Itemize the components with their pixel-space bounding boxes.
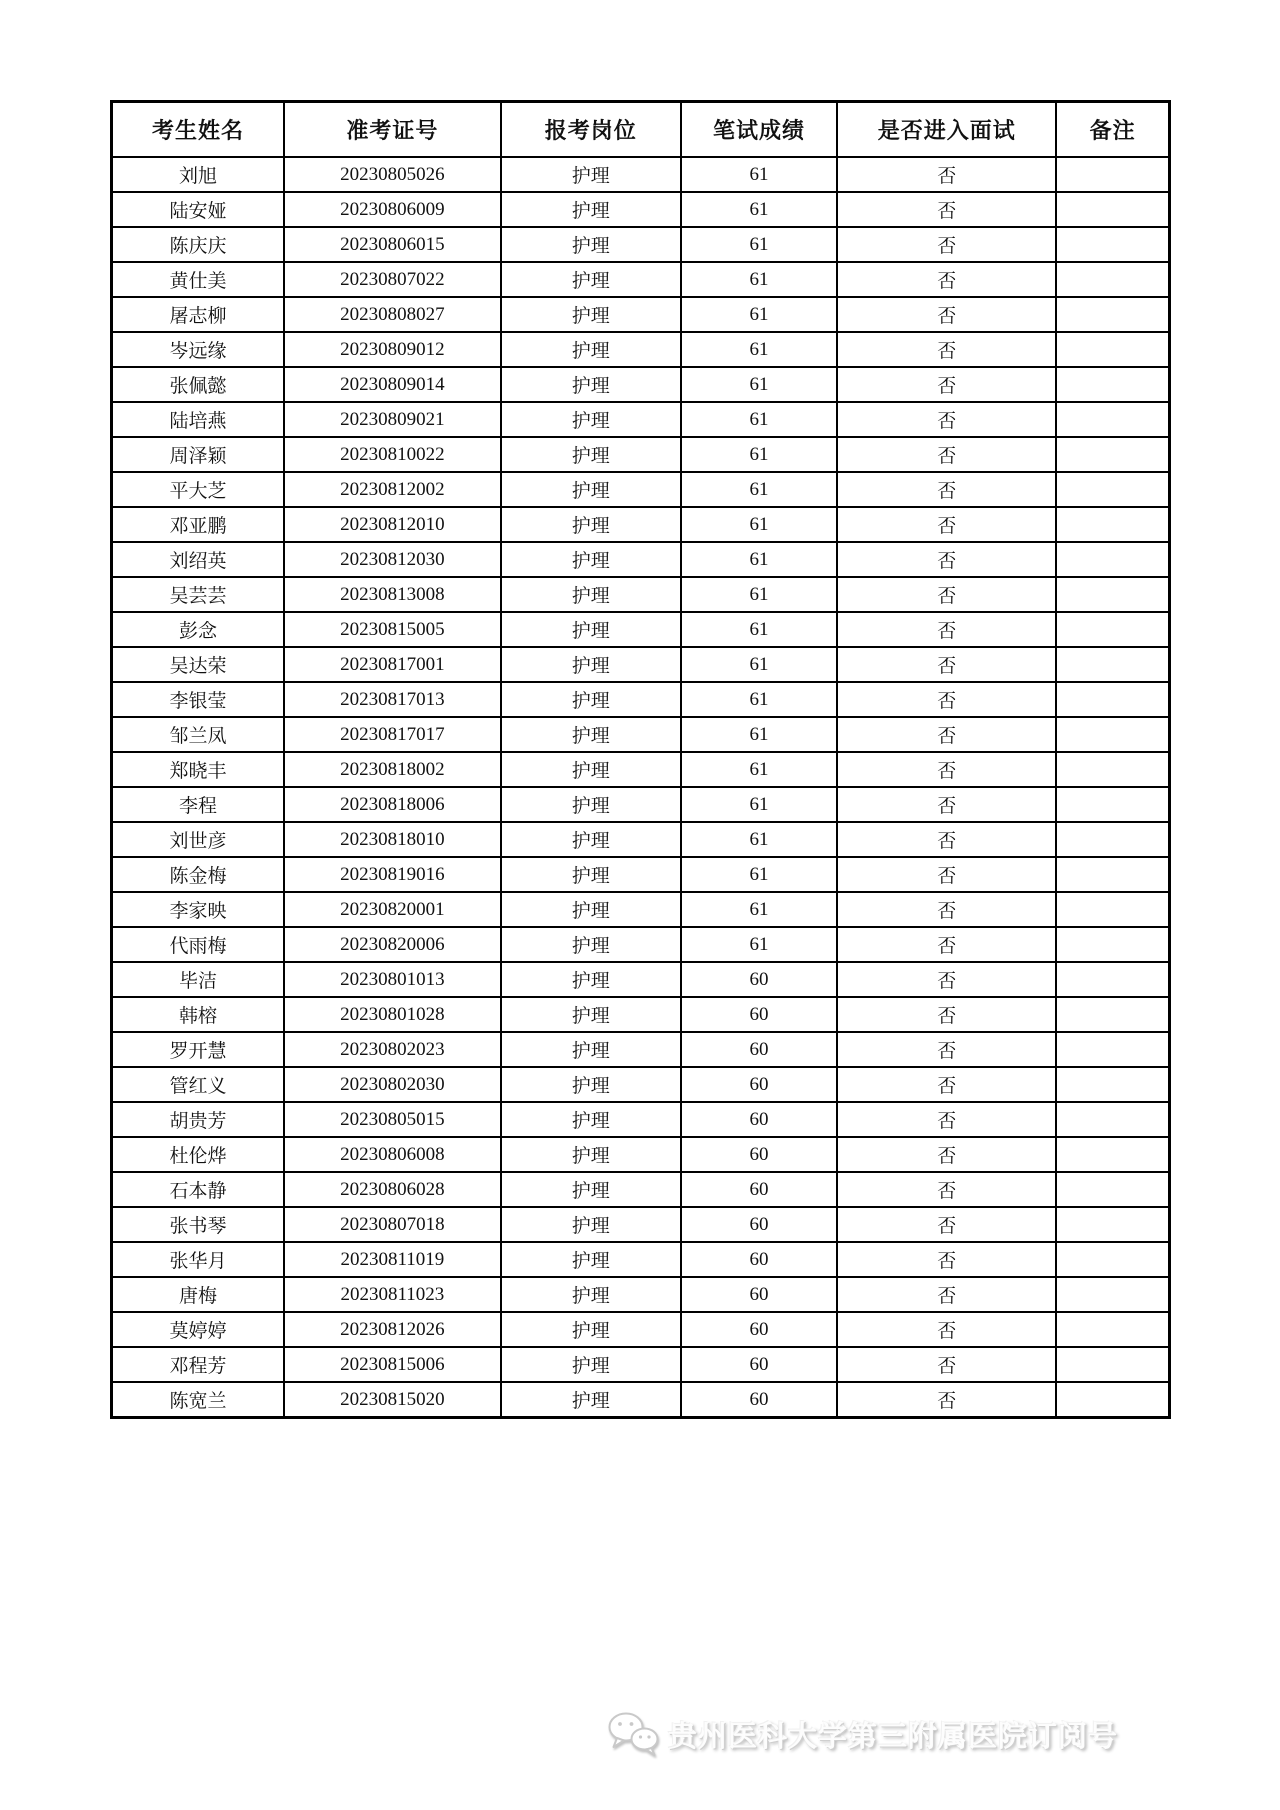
table-cell: 否: [837, 787, 1056, 822]
table-cell: [1056, 1242, 1169, 1277]
table-cell: 61: [681, 752, 838, 787]
table-cell: [1056, 682, 1169, 717]
table-cell: 吴达荣: [112, 647, 284, 682]
table-cell: 20230820006: [284, 927, 501, 962]
table-cell: 61: [681, 297, 838, 332]
table-cell: 20230818002: [284, 752, 501, 787]
table-cell: 李银莹: [112, 682, 284, 717]
table-cell: 60: [681, 1277, 838, 1312]
table-cell: 60: [681, 1172, 838, 1207]
table-cell: 否: [837, 1067, 1056, 1102]
table-cell: 否: [837, 962, 1056, 997]
table-cell: 护理: [501, 402, 681, 437]
table-cell: 护理: [501, 332, 681, 367]
table-cell: 20230817017: [284, 717, 501, 752]
table-cell: 否: [837, 1347, 1056, 1382]
table-cell: 彭念: [112, 612, 284, 647]
table-cell: 邹兰凤: [112, 717, 284, 752]
table-cell: 61: [681, 507, 838, 542]
table-cell: [1056, 192, 1169, 227]
table-cell: 护理: [501, 857, 681, 892]
table-cell: 否: [837, 1172, 1056, 1207]
table-cell: 20230812010: [284, 507, 501, 542]
table-cell: 否: [837, 1312, 1056, 1347]
table-row: [112, 857, 1170, 892]
table-cell: 否: [837, 542, 1056, 577]
table-cell: 否: [837, 997, 1056, 1032]
table-cell: 20230815020: [284, 1382, 501, 1418]
table-cell: 陆安娅: [112, 192, 284, 227]
table-cell: 护理: [501, 1277, 681, 1312]
table-cell: [1056, 787, 1169, 822]
table-cell: 60: [681, 1102, 838, 1137]
table-cell: 否: [837, 402, 1056, 437]
table-cell: 护理: [501, 507, 681, 542]
table-row: [112, 1277, 1170, 1312]
table-cell: 护理: [501, 1067, 681, 1102]
table-cell: 61: [681, 157, 838, 192]
table-row: [112, 507, 1170, 542]
table-cell: 20230807018: [284, 1207, 501, 1242]
table-row: [112, 1382, 1170, 1418]
table-cell: 否: [837, 822, 1056, 857]
table-row: [112, 1137, 1170, 1172]
table-cell: 60: [681, 1242, 838, 1277]
table-row: [112, 892, 1170, 927]
table-cell: 唐梅: [112, 1277, 284, 1312]
table-row: [112, 437, 1170, 472]
table-cell: 刘旭: [112, 157, 284, 192]
table-cell: 石本静: [112, 1172, 284, 1207]
table-cell: 否: [837, 647, 1056, 682]
table-cell: 否: [837, 717, 1056, 752]
table-cell: 否: [837, 612, 1056, 647]
table-cell: 61: [681, 892, 838, 927]
table-cell: [1056, 717, 1169, 752]
column-header-2: 报考岗位: [501, 102, 681, 158]
table-cell: [1056, 612, 1169, 647]
table-cell: 胡贵芳: [112, 1102, 284, 1137]
table-cell: 否: [837, 472, 1056, 507]
table-cell: 60: [681, 1067, 838, 1102]
column-header-3: 笔试成绩: [681, 102, 838, 158]
table-cell: 护理: [501, 682, 681, 717]
table-cell: 否: [837, 1277, 1056, 1312]
table-cell: 61: [681, 192, 838, 227]
table-cell: 60: [681, 1207, 838, 1242]
table-cell: 陈宽兰: [112, 1382, 284, 1418]
table-cell: 61: [681, 822, 838, 857]
table-cell: [1056, 647, 1169, 682]
table-cell: 20230818006: [284, 787, 501, 822]
table-row: [112, 1067, 1170, 1102]
table-cell: 60: [681, 1312, 838, 1347]
table-cell: 61: [681, 542, 838, 577]
table-cell: 20230819016: [284, 857, 501, 892]
table-cell: 否: [837, 1137, 1056, 1172]
table-cell: 61: [681, 472, 838, 507]
table-cell: 20230820001: [284, 892, 501, 927]
table-cell: 20230809014: [284, 367, 501, 402]
table-header-row: [112, 102, 1170, 158]
table-cell: 护理: [501, 1382, 681, 1418]
table-cell: 护理: [501, 1032, 681, 1067]
table-cell: 20230805026: [284, 157, 501, 192]
table-row: [112, 1207, 1170, 1242]
table-cell: 否: [837, 297, 1056, 332]
table-cell: 刘世彦: [112, 822, 284, 857]
table-cell: 否: [837, 332, 1056, 367]
table-cell: 否: [837, 437, 1056, 472]
table-cell: 61: [681, 927, 838, 962]
table-cell: 20230809021: [284, 402, 501, 437]
table-cell: 否: [837, 577, 1056, 612]
table-cell: 60: [681, 1137, 838, 1172]
table-cell: 20230817001: [284, 647, 501, 682]
table-cell: 否: [837, 1207, 1056, 1242]
account-watermark: [606, 1704, 1118, 1764]
table-cell: [1056, 1032, 1169, 1067]
table-cell: 61: [681, 332, 838, 367]
table-cell: 罗开慧: [112, 1032, 284, 1067]
table-cell: [1056, 1137, 1169, 1172]
table-row: [112, 612, 1170, 647]
table-row: [112, 367, 1170, 402]
table-cell: 屠志柳: [112, 297, 284, 332]
table-cell: 61: [681, 682, 838, 717]
table-cell: 20230801013: [284, 962, 501, 997]
table-cell: 否: [837, 1032, 1056, 1067]
table-cell: 护理: [501, 367, 681, 402]
table-cell: 61: [681, 437, 838, 472]
table-cell: 护理: [501, 1137, 681, 1172]
table-cell: 20230802030: [284, 1067, 501, 1102]
table-row: [112, 647, 1170, 682]
table-cell: 护理: [501, 892, 681, 927]
table-cell: 管红义: [112, 1067, 284, 1102]
table-cell: 20230811023: [284, 1277, 501, 1312]
table-cell: [1056, 367, 1169, 402]
table-row: [112, 262, 1170, 297]
table-cell: 护理: [501, 787, 681, 822]
table-cell: [1056, 752, 1169, 787]
table-row: [112, 1032, 1170, 1067]
table-cell: 61: [681, 717, 838, 752]
table-cell: 否: [837, 227, 1056, 262]
table-row: [112, 1172, 1170, 1207]
table-row: [112, 1347, 1170, 1382]
table-cell: 否: [837, 927, 1056, 962]
table-cell: 20230812026: [284, 1312, 501, 1347]
column-header-5: 备注: [1056, 102, 1169, 158]
table-row: [112, 1242, 1170, 1277]
table-row: [112, 787, 1170, 822]
table-cell: 莫婷婷: [112, 1312, 284, 1347]
table-cell: 60: [681, 1382, 838, 1418]
table-cell: 61: [681, 367, 838, 402]
table-cell: 61: [681, 227, 838, 262]
table-cell: 平大芝: [112, 472, 284, 507]
table-cell: 否: [837, 157, 1056, 192]
table-cell: 护理: [501, 1102, 681, 1137]
table-cell: 20230808027: [284, 297, 501, 332]
table-cell: [1056, 892, 1169, 927]
table-cell: 陆培燕: [112, 402, 284, 437]
table-cell: [1056, 472, 1169, 507]
table-cell: 60: [681, 1032, 838, 1067]
table-cell: 20230801028: [284, 997, 501, 1032]
table-cell: [1056, 297, 1169, 332]
table-cell: 护理: [501, 927, 681, 962]
table-cell: 否: [837, 752, 1056, 787]
table-row: [112, 542, 1170, 577]
table-row: [112, 472, 1170, 507]
table-cell: 护理: [501, 472, 681, 507]
table-cell: 张佩懿: [112, 367, 284, 402]
table-cell: 否: [837, 1102, 1056, 1137]
table-cell: [1056, 1382, 1169, 1418]
table-cell: 韩榕: [112, 997, 284, 1032]
table-cell: [1056, 1312, 1169, 1347]
table-cell: 否: [837, 1242, 1056, 1277]
table-cell: 20230810022: [284, 437, 501, 472]
table-cell: 护理: [501, 1347, 681, 1382]
table-cell: [1056, 157, 1169, 192]
table-cell: 陈庆庆: [112, 227, 284, 262]
table-cell: 20230817013: [284, 682, 501, 717]
table-row: [112, 577, 1170, 612]
column-header-0: 考生姓名: [112, 102, 284, 158]
table-cell: 否: [837, 507, 1056, 542]
column-header-4: 是否进入面试: [837, 102, 1056, 158]
table-cell: [1056, 332, 1169, 367]
table-cell: 20230815006: [284, 1347, 501, 1382]
table-cell: 护理: [501, 297, 681, 332]
table-cell: 20230812002: [284, 472, 501, 507]
table-cell: 护理: [501, 612, 681, 647]
table-cell: 护理: [501, 1172, 681, 1207]
table-cell: 否: [837, 1382, 1056, 1418]
table-cell: 否: [837, 682, 1056, 717]
table-cell: [1056, 962, 1169, 997]
table-cell: 20230807022: [284, 262, 501, 297]
table-row: [112, 227, 1170, 262]
table-cell: 杜伦烨: [112, 1137, 284, 1172]
table-cell: [1056, 262, 1169, 297]
table-cell: 护理: [501, 752, 681, 787]
table-cell: [1056, 997, 1169, 1032]
table-row: [112, 297, 1170, 332]
table-cell: 周泽颖: [112, 437, 284, 472]
table-cell: 护理: [501, 717, 681, 752]
table-cell: 护理: [501, 437, 681, 472]
table-cell: [1056, 857, 1169, 892]
table-cell: 郑晓丰: [112, 752, 284, 787]
table-cell: [1056, 1277, 1169, 1312]
table-row: [112, 402, 1170, 437]
table-cell: 20230806009: [284, 192, 501, 227]
table-cell: 60: [681, 962, 838, 997]
table-cell: 61: [681, 402, 838, 437]
table-cell: 护理: [501, 262, 681, 297]
table-cell: 护理: [501, 647, 681, 682]
table-cell: 护理: [501, 192, 681, 227]
table-cell: 护理: [501, 542, 681, 577]
table-cell: 黄仕美: [112, 262, 284, 297]
table-cell: 护理: [501, 1312, 681, 1347]
table-cell: 61: [681, 262, 838, 297]
table-cell: [1056, 1207, 1169, 1242]
table-cell: [1056, 1067, 1169, 1102]
table-row: [112, 822, 1170, 857]
wechat-icon: [606, 1710, 660, 1758]
table-cell: 邓程芳: [112, 1347, 284, 1382]
table-cell: 张书琴: [112, 1207, 284, 1242]
table-cell: 护理: [501, 157, 681, 192]
table-cell: 否: [837, 192, 1056, 227]
table-row: [112, 1102, 1170, 1137]
table-cell: 20230806028: [284, 1172, 501, 1207]
table-cell: 护理: [501, 997, 681, 1032]
table-cell: 李家映: [112, 892, 284, 927]
table-cell: 护理: [501, 822, 681, 857]
table-cell: [1056, 822, 1169, 857]
table-cell: 20230806015: [284, 227, 501, 262]
table-cell: 张华月: [112, 1242, 284, 1277]
table-row: [112, 997, 1170, 1032]
table-cell: [1056, 1102, 1169, 1137]
table-cell: 20230818010: [284, 822, 501, 857]
table-cell: [1056, 507, 1169, 542]
table-cell: 护理: [501, 577, 681, 612]
table-cell: 61: [681, 577, 838, 612]
table-cell: [1056, 927, 1169, 962]
table-cell: 20230802023: [284, 1032, 501, 1067]
table-cell: 否: [837, 857, 1056, 892]
table-cell: 代雨梅: [112, 927, 284, 962]
table-cell: 61: [681, 612, 838, 647]
table-row: [112, 752, 1170, 787]
table-cell: 李程: [112, 787, 284, 822]
table-cell: 否: [837, 367, 1056, 402]
table-cell: 毕洁: [112, 962, 284, 997]
table-cell: 护理: [501, 962, 681, 997]
table-cell: 20230809012: [284, 332, 501, 367]
table-cell: 护理: [501, 1207, 681, 1242]
table-cell: 20230811019: [284, 1242, 501, 1277]
table-cell: 20230812030: [284, 542, 501, 577]
table-cell: 61: [681, 857, 838, 892]
table-cell: 61: [681, 647, 838, 682]
table-cell: 刘绍英: [112, 542, 284, 577]
table-row: [112, 192, 1170, 227]
table-row: [112, 157, 1170, 192]
table-cell: 吴芸芸: [112, 577, 284, 612]
exam-results-table: [110, 100, 1171, 1419]
table-cell: 否: [837, 892, 1056, 927]
table-cell: 邓亚鹏: [112, 507, 284, 542]
table-row: [112, 332, 1170, 367]
table-cell: 20230806008: [284, 1137, 501, 1172]
table-cell: 20230813008: [284, 577, 501, 612]
table-row: [112, 927, 1170, 962]
table-row: [112, 717, 1170, 752]
table-cell: 否: [837, 262, 1056, 297]
table-cell: [1056, 1172, 1169, 1207]
table-cell: [1056, 402, 1169, 437]
table-cell: 60: [681, 997, 838, 1032]
table-cell: [1056, 1347, 1169, 1382]
table-body: [112, 157, 1170, 1418]
table-cell: 60: [681, 1347, 838, 1382]
table-cell: [1056, 542, 1169, 577]
table-cell: 陈金梅: [112, 857, 284, 892]
table-cell: 护理: [501, 227, 681, 262]
table-row: [112, 682, 1170, 717]
watermark-text: 贵州医科大学第三附属医院订阅号: [668, 1720, 1119, 1753]
column-header-1: 准考证号: [284, 102, 501, 158]
table-row: [112, 962, 1170, 997]
table-cell: 护理: [501, 1242, 681, 1277]
table-cell: 20230815005: [284, 612, 501, 647]
table-cell: 岑远缘: [112, 332, 284, 367]
table-cell: [1056, 227, 1169, 262]
table-cell: [1056, 437, 1169, 472]
table-cell: 20230805015: [284, 1102, 501, 1137]
table-cell: [1056, 577, 1169, 612]
table-cell: 61: [681, 787, 838, 822]
table-row: [112, 1312, 1170, 1347]
